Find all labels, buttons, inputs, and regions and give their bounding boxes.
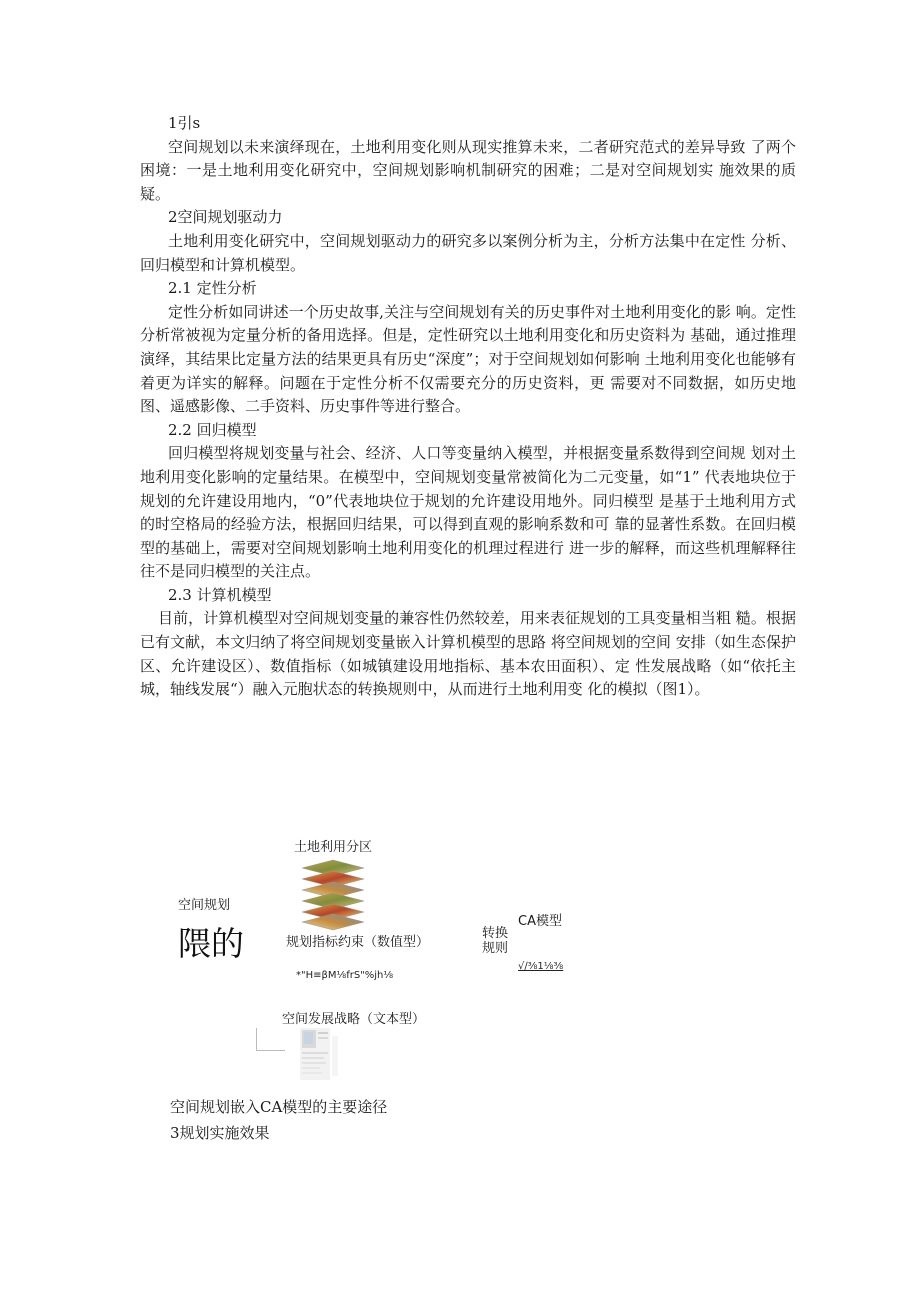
figure-garbled-text-1: *"H≡βM⅛frS"%jh⅛ [296,970,394,981]
section-heading-computer: 2.3 计算机模型 [168,585,272,604]
figure-label-indicator: 规划指标约束（数值型） [286,935,430,950]
layer-stack-image [300,858,366,932]
figure-bracket-line [256,1028,285,1051]
paragraph-computer: 目前，计算机模型对空间规划变量的兼容性仍然较差，用来表征规划的工具变量相当粗 糙。根据已有文献，本文归纳了将空间规划变量嵌入计算机模型的思路 将空间规划的空间 安排（如生态保护区、允许建设区）、数值指标（如城镇建设用地指标、基本农田面积）、定 性发展战略（如“依托主城，轴线发展“）融入元胞状态的转换规则中，从而进行土地利用变 化的模拟（图1）。 [140,609,796,699]
paragraph-regression: 回归模型将规划变量与社会、经济、人口等变量纳入模型，并根据变量系数得到空间规 划对土地利用变化影响的定量结果。在模型中，空间规划变量常被简化为二元变量，如“1” 代表地块位于规划的允许建设用地内，“0”代表地块位于规划的允许建设用地外。同归模型 是基于土地利用方式的时空格局的经验方法，根据回归结果，可以得到直观的影响系数和可 靠的显著性系数。在回归模型的基础上，需要对空间规划影响土地利用变化的机理过程进行 进一步的解释，而这些机理解释往往不是同归模型的关注点。 [140,444,796,581]
figure-garbled-text-2: √∕⅜1⅛⅜ [518,961,564,972]
section-heading-regression: 2.2 回归模型 [168,420,257,439]
figure-label-landuse-zone: 土地利用分区 [294,840,373,855]
paragraph-qualitative: 定性分析如同讲述一个历史故事,关注与空间规划有关的历史事件对土地利用变化的影 响。定性分析常被视为定量分析的备用选择。但是，定性研究以土地利用变化和历史资料为 基础，通过推理演绎，其结果比定量方法的结果更具有历史“深度”；对于空间规划如何影响 土地利用变化也能够有着更为详实的解释。问题在于定性分析不仅需要充分的历史资料，更 需要对不同数据，如历史地图、遥感影像、二手资料、历史事件等进行整合。 [140,302,796,416]
figure-label-strategy: 空间发展战略（文本型） [282,1012,426,1027]
figure-label-spatial-planning: 空间规划 [178,898,231,913]
figure-big-glyphs: 隈的 [178,924,244,963]
paragraph-intro: 空间规划以未来演绎现在，土地利用变化则从现实推算未来，二者研究范式的差异导致 了两个困境：一是土地利用变化研究中，空间规划影响机制研究的困难；二是对空间规划实 施效果的质疑。 [140,137,796,203]
section-heading-driver: 2空间规划驱动力 [168,208,283,227]
figure-label-ca-model: CA模型 [518,914,562,929]
body-text [140,112,796,702]
section-heading-implementation: 3规划实施效果 [170,1124,270,1142]
section-heading-intro: 1引s [168,114,201,132]
figure-caption: 空间规划嵌入CA模型的主要途径 [170,1098,388,1116]
document-thumbnail-image [296,1026,340,1086]
figure-label-transition-rule: 转换规则 [482,926,509,956]
paragraph-driver: 土地利用变化研究中，空间规划驱动力的研究多以案例分析为主，分析方法集中在定性 分析、回归模型和计算机模型。 [140,231,796,274]
section-heading-qualitative: 2.1 定性分析 [168,279,257,298]
